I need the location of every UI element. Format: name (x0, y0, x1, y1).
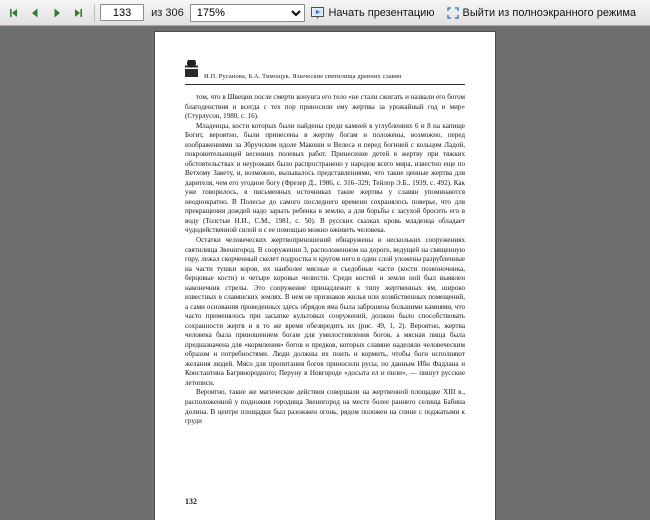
presentation-icon (311, 7, 324, 19)
book-emblem-icon (185, 60, 198, 82)
page-count-label: из 306 (151, 6, 184, 19)
running-head (185, 58, 465, 85)
first-page-button[interactable] (4, 2, 24, 24)
previous-page-icon (28, 7, 42, 19)
exit-fullscreen-icon (447, 7, 459, 19)
paragraph: Остатки человеческих жертвоприношений обнаружены и нескольких сооружениях святилища Звенигород. В сооружении 3, расположенном на дороге, ведущей на священную гору, лежал скорченный скелет подростка и кругом него в один слой уложены разрубленные на части тушки коров, их наиболее мясные и съедобные части (кости позвоночника, берцовые кости) и четыре коровьи челюсти. Среди костей и земли ной был выявлен наконечник стрелы. Это сооружение принадлежит к типу жертвенных ям, широко известных в славянских землях. В нем не признаков жилья или хозяйственных помещений, а сами основания проведенных здесь обрядов яма была заброшена большими камнями, что часто применялось при засыпке культовых сооружений, должно было способствовать сохранности жертв и в то же время обезвредить их (рис. 49, 1, 2). Вероятно, жертва человека была приношением богам для умилостивления богов, а мясная пища была предназначена для «кормления» богов и предков, которых славяне наделяли человеческим образом и потребностями. Люди должны их поить и кормить, чтобы боги исполняют желания людей. Мясо для пропитания богов приносили русы, по данным Ибн Фадлана и Константина Багрянородного; Перуну в Новгороде «досыта ел и пили», — пишут русские летописи. (185, 235, 465, 387)
last-page-icon (71, 7, 85, 19)
exit-fullscreen-button[interactable] (441, 4, 642, 22)
page-folio-number: 132 (185, 497, 197, 506)
previous-page-button[interactable] (25, 2, 45, 24)
page-number-input[interactable] (100, 4, 144, 21)
start-presentation-label: Начать презентацию (328, 6, 435, 19)
page-body-text (185, 93, 465, 427)
document-page (155, 32, 495, 520)
exit-fullscreen-label: Выйти из полноэкранного режима (462, 6, 637, 19)
paragraph: Младенцы, кости которых были найдены среди камней в углублениях 6 и 8 на капище Богит, вероятно, были принесены в жертву богам и положены, возможно, перед изображениями за Збручским идоле Макоши и Велеса и перед богиней с кольцом Ладой, покровительницей весенних полевых работ. Принесение детей в жертву при тяжких обстоятельствах и неурожаях было распространено у народов всего мира, известно еще по Ветхому Завету, и, возможно, вызывалось представлениями, что такие ценные жертва для дарителя, чем его угодное богу (Фрезер Д., 1986, с. 316–329; Тейлор Э.Б., 1939, с. 492). Как уже говорилось, в письменных источниках такие жертвы у славян упоминаются неоднократно. В Полесье до самого последнего времени сохранялось поверье, что для прекращения дождей надо зарыть ребенка в землю, а для борьбы с засухой бросить его в воду (Толстые Н.И., С.М., 1981, с. 50). В русских сказках кровь младенца обладает чудодейственной силой и с ее помощью можно оживить человека. (185, 121, 465, 235)
paragraph: Вероятно, такие же магические действия совершали на жертвенной площадке XIII в., расположенной у подножия городища Звенигород на месте более раннего селища Бабина долина. В центре площадки был разожжен огонь, рядом положен на спине с поджатыми к груди (185, 388, 465, 426)
toolbar-separator (94, 4, 95, 22)
zoom-select[interactable] (190, 4, 306, 22)
paragraph: том, что в Швеции после смерти конунга его тело «не стали сжигать и назвали его богом благоденствия и всегда с тех пор приносили ему жертвы за урожайный год и мир» (Стурлусон, 1980, с. 16). (185, 93, 465, 121)
first-page-icon (7, 7, 21, 19)
viewer-toolbar (0, 0, 650, 26)
next-page-icon (50, 7, 64, 19)
start-presentation-button[interactable] (305, 4, 440, 22)
next-page-button[interactable] (47, 2, 67, 24)
running-head-text: И.П. Русанова, Б.А. Тимощук. Языческие святилища древних славян (204, 72, 402, 80)
toolbar-right-group (305, 4, 646, 22)
last-page-button[interactable] (68, 2, 88, 24)
document-viewport[interactable] (0, 26, 650, 520)
